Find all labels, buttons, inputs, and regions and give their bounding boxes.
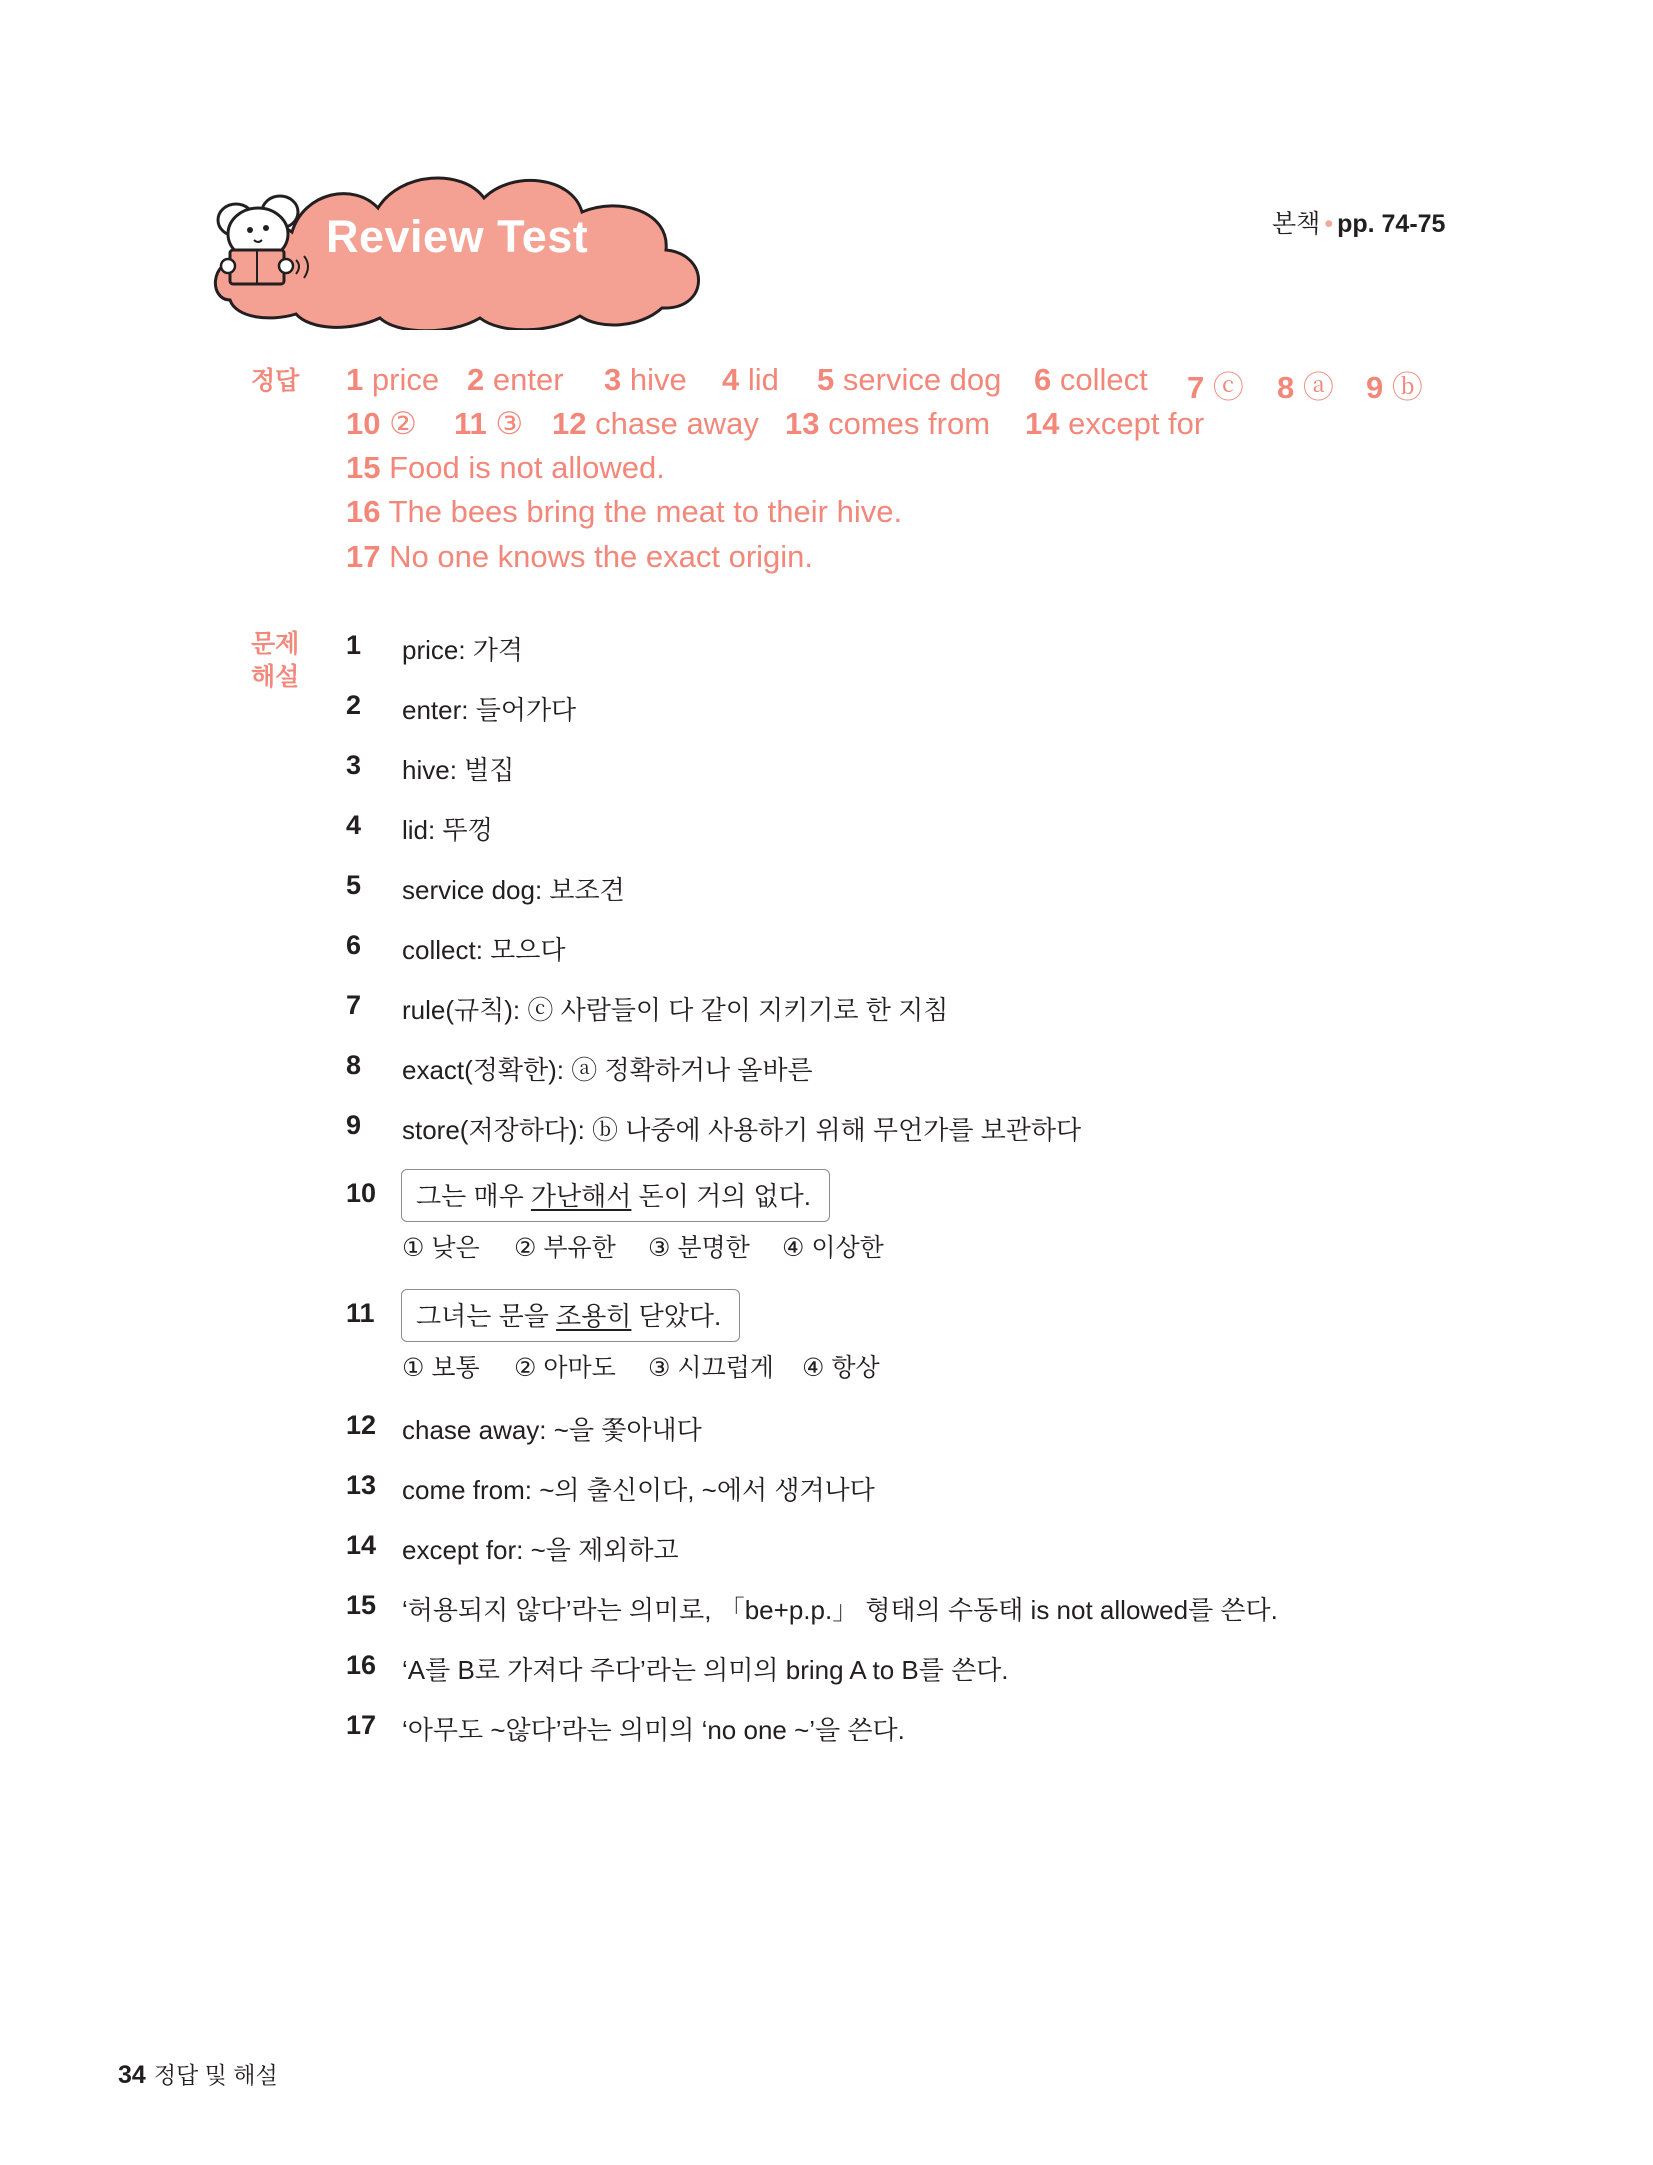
explanations-label-line1: 문제 [251, 630, 300, 658]
choice-option: ② 아마도 [514, 1354, 616, 1382]
answer-item: 3 hive [604, 362, 687, 397]
page-title: Review Test [326, 211, 589, 262]
underlined-word: 가난해서 [530, 1181, 632, 1211]
answer-item: 12 chase away [552, 406, 759, 441]
page-footer [118, 2057, 278, 2090]
question-sentence-box: 그녀는 문을 조용히 닫았다. [401, 1289, 740, 1342]
answers-label: 정답 [251, 367, 300, 395]
answer-item: 5 service dog [817, 362, 1002, 397]
choice-option: ③ 시끄럽게 [648, 1354, 774, 1382]
choice-option: ① 보통 [402, 1354, 480, 1382]
book-ref-pages: pp. 74-75 [1337, 210, 1446, 238]
answer-item: 1 price [346, 362, 440, 397]
answers-row-5: 17 No one knows the exact origin. [346, 539, 814, 574]
answer-item: 6 collect [1034, 362, 1148, 397]
choice-option: ③ 분명한 [648, 1234, 750, 1262]
answer-item: 2 enter [467, 362, 564, 397]
answer-item: 11 ③ [454, 406, 524, 441]
answer-item: 9 ⓑ [1366, 370, 1423, 405]
answer-item: 10 ② [346, 406, 417, 441]
choice-option: ① 낮은 [402, 1234, 480, 1262]
footer-label: 정답 및 해설 [153, 2062, 278, 2088]
choice-option: ④ 항상 [802, 1354, 880, 1382]
answer-item: 13 comes from [785, 406, 991, 441]
question-sentence-box: 그는 매우 가난해서 돈이 거의 없다. [401, 1169, 830, 1222]
answers-row-4: 16 The bees bring the meat to their hive. [346, 494, 903, 529]
book-ref-label: 본책 [1272, 210, 1321, 238]
answer-item: 14 except for [1025, 406, 1205, 441]
separator-dot-icon: • [1324, 210, 1334, 238]
explanations-label-line2: 해설 [251, 663, 300, 691]
choice-option: ④ 이상한 [782, 1234, 884, 1262]
answers-row-3: 15 Food is not allowed. [346, 450, 665, 485]
book-page-reference [1272, 204, 1445, 240]
answer-item: 7 ⓒ [1187, 370, 1244, 405]
answer-item: 4 lid [722, 362, 779, 397]
choice-option: ② 부유한 [514, 1234, 616, 1262]
answer-item: 8 ⓐ [1277, 370, 1334, 405]
page-number: 34 [118, 2061, 146, 2089]
explanations-label [251, 628, 311, 694]
underlined-word: 조용히 [556, 1301, 632, 1331]
